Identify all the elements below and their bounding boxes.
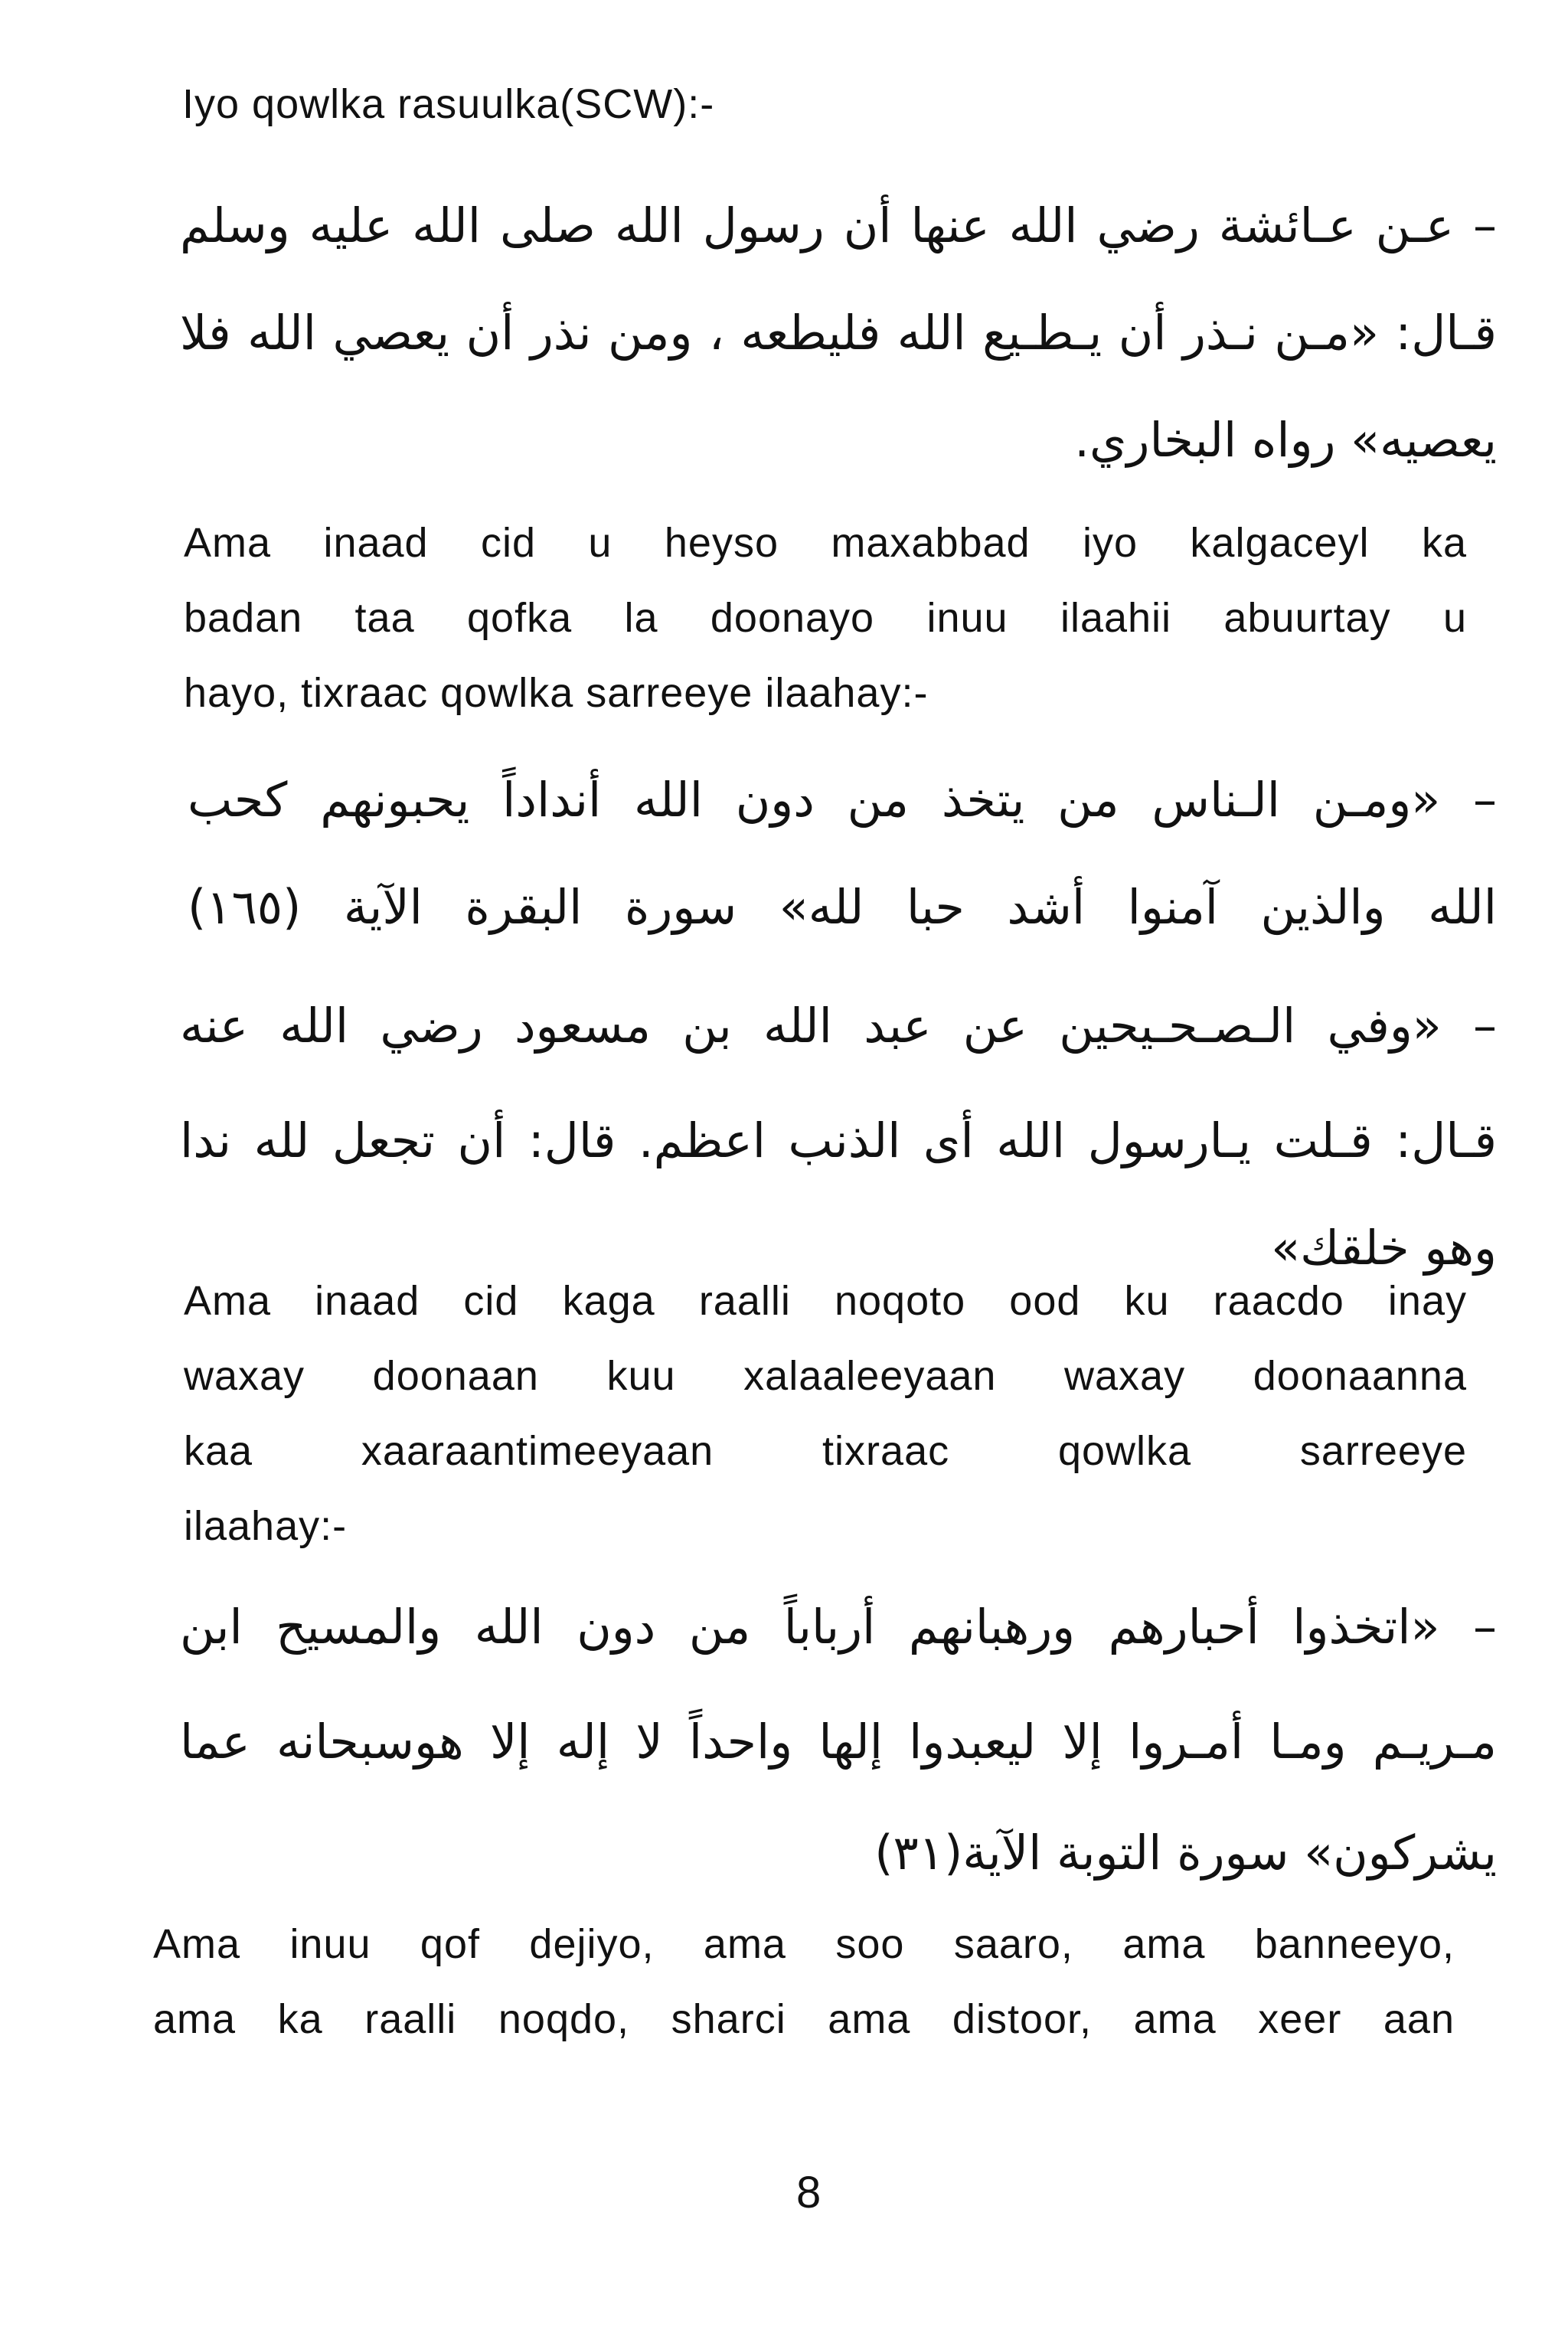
text-line: Ama inaad cid u heyso maxabbad iyo kalgaceyl ka bbox=[184, 520, 1467, 566]
text-line: badan taa qofka la doonayo inuu ilaahii abuurtay u bbox=[184, 595, 1467, 641]
arabic-line: – «وفي الـصـحـيحين عن عبد الله بن مسعود رضي الله عنه bbox=[180, 998, 1497, 1054]
text-line: Ama inuu qof dejiyo, ama soo saaro, ama banneeyo, bbox=[153, 1921, 1455, 1967]
paragraph-1 bbox=[184, 505, 1467, 730]
paragraph-3 bbox=[153, 1907, 1455, 2057]
text-line: kaa xaaraantimeeyaan tixraac qowlka sarreeye bbox=[184, 1428, 1467, 1474]
section-heading: Iyo qowlka rasuulka(SCW):- bbox=[182, 81, 715, 127]
text-line: ama ka raalli noqdo, sharci ama distoor, ama xeer aan bbox=[153, 1996, 1455, 2042]
hadith-block-2 bbox=[180, 969, 1497, 1298]
arabic-line: قـال: «مـن نـذر أن يـطـيع الله فليطعه ، ومن نذر أن يعصي الله فلا bbox=[180, 305, 1497, 361]
text-line: waxay doonaan kuu xalaaleeyaan waxay doonaanna bbox=[184, 1353, 1467, 1399]
page-number: 8 bbox=[796, 2168, 822, 2217]
text-line: ilaahay:- bbox=[184, 1503, 348, 1549]
quran-verse-1 bbox=[188, 747, 1497, 961]
arabic-line: وهو خلقك» bbox=[1271, 1220, 1497, 1276]
arabic-line: – عـن عـائشة رضي الله عنها أن رسول الله صلى الله عليه وسلم bbox=[180, 198, 1497, 253]
arabic-line: مـريـم ومـا أمـروا إلا ليعبدوا إلها واحداً لا إله إلا هوسبحانه عما bbox=[180, 1714, 1497, 1770]
arabic-line: يعصيه» رواه البخاري. bbox=[1074, 412, 1497, 468]
text-line: Ama inaad cid kaga raalli noqoto ood ku raacdo inay bbox=[184, 1278, 1467, 1324]
quran-verse-2 bbox=[180, 1570, 1497, 1907]
arabic-line: يشركون» سورة التوبة الآية(٣١) bbox=[874, 1825, 1497, 1881]
arabic-line: – «ومـن الـناس من يتخذ من دون الله أنداداً يحبونهم كحب bbox=[188, 772, 1497, 828]
hadith-block-1 bbox=[180, 172, 1497, 494]
arabic-line: – «اتخذوا أحبارهم ورهبانهم أرباباً من دون الله والمسيح ابن bbox=[180, 1599, 1497, 1655]
arabic-line: الله والذين آمنوا أشد حبا لله» سورة البقرة الآية (١٦٥) bbox=[188, 879, 1497, 935]
paragraph-2 bbox=[184, 1263, 1467, 1564]
arabic-line: قـال: قـلت يـارسول الله أى الذنب اعظم. قال: أن تجعل لله ندا bbox=[180, 1113, 1497, 1168]
text-line: hayo, tixraac qowlka sarreeye ilaahay:- bbox=[184, 670, 929, 716]
